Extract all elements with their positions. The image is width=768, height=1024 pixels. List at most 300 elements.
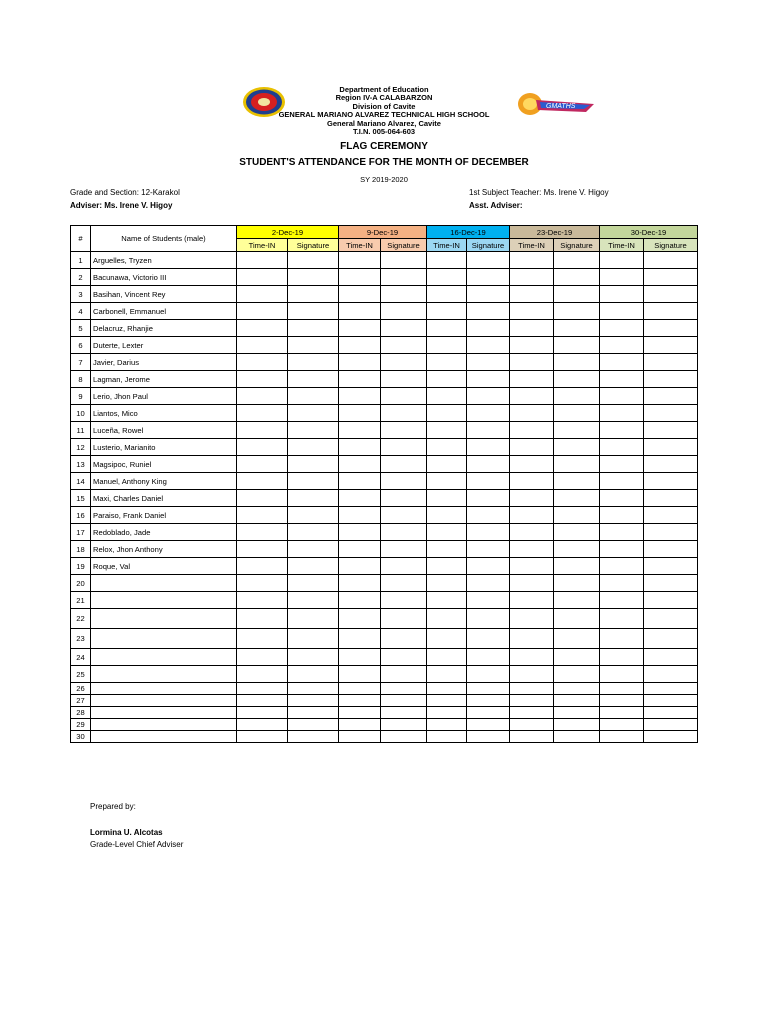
- signature-cell[interactable]: [467, 629, 510, 649]
- signature-cell[interactable]: [467, 371, 510, 388]
- time-in-cell[interactable]: [237, 388, 288, 405]
- signature-cell[interactable]: [644, 649, 698, 666]
- signature-cell[interactable]: [381, 490, 427, 507]
- signature-cell[interactable]: [554, 649, 600, 666]
- time-in-cell[interactable]: [339, 286, 381, 303]
- time-in-cell[interactable]: [600, 558, 644, 575]
- signature-cell[interactable]: [288, 609, 339, 629]
- signature-cell[interactable]: [644, 354, 698, 371]
- time-in-cell[interactable]: [339, 320, 381, 337]
- signature-cell[interactable]: [381, 337, 427, 354]
- time-in-cell[interactable]: [339, 649, 381, 666]
- signature-cell[interactable]: [288, 507, 339, 524]
- signature-cell[interactable]: [288, 388, 339, 405]
- time-in-cell[interactable]: [339, 524, 381, 541]
- signature-cell[interactable]: [288, 666, 339, 683]
- signature-cell[interactable]: [644, 592, 698, 609]
- signature-cell[interactable]: [644, 286, 698, 303]
- time-in-cell[interactable]: [600, 592, 644, 609]
- time-in-cell[interactable]: [237, 252, 288, 269]
- time-in-cell[interactable]: [600, 252, 644, 269]
- signature-cell[interactable]: [467, 405, 510, 422]
- time-in-cell[interactable]: [600, 269, 644, 286]
- signature-cell[interactable]: [381, 592, 427, 609]
- signature-cell[interactable]: [644, 629, 698, 649]
- time-in-cell[interactable]: [600, 439, 644, 456]
- time-in-cell[interactable]: [237, 456, 288, 473]
- signature-cell[interactable]: [467, 354, 510, 371]
- signature-cell[interactable]: [467, 507, 510, 524]
- time-in-cell[interactable]: [427, 683, 467, 695]
- signature-cell[interactable]: [554, 719, 600, 731]
- time-in-cell[interactable]: [510, 629, 554, 649]
- time-in-cell[interactable]: [510, 695, 554, 707]
- time-in-cell[interactable]: [510, 286, 554, 303]
- signature-cell[interactable]: [644, 524, 698, 541]
- time-in-cell[interactable]: [427, 337, 467, 354]
- time-in-cell[interactable]: [427, 666, 467, 683]
- time-in-cell[interactable]: [510, 354, 554, 371]
- signature-cell[interactable]: [467, 286, 510, 303]
- signature-cell[interactable]: [288, 719, 339, 731]
- signature-cell[interactable]: [288, 541, 339, 558]
- signature-cell[interactable]: [467, 666, 510, 683]
- signature-cell[interactable]: [381, 354, 427, 371]
- signature-cell[interactable]: [554, 695, 600, 707]
- signature-cell[interactable]: [288, 320, 339, 337]
- signature-cell[interactable]: [554, 558, 600, 575]
- time-in-cell[interactable]: [237, 371, 288, 388]
- time-in-cell[interactable]: [237, 731, 288, 743]
- signature-cell[interactable]: [288, 473, 339, 490]
- signature-cell[interactable]: [467, 707, 510, 719]
- time-in-cell[interactable]: [600, 731, 644, 743]
- time-in-cell[interactable]: [510, 666, 554, 683]
- time-in-cell[interactable]: [427, 558, 467, 575]
- time-in-cell[interactable]: [600, 286, 644, 303]
- time-in-cell[interactable]: [427, 388, 467, 405]
- time-in-cell[interactable]: [510, 609, 554, 629]
- time-in-cell[interactable]: [339, 422, 381, 439]
- signature-cell[interactable]: [467, 558, 510, 575]
- time-in-cell[interactable]: [510, 456, 554, 473]
- time-in-cell[interactable]: [237, 269, 288, 286]
- time-in-cell[interactable]: [237, 439, 288, 456]
- signature-cell[interactable]: [467, 303, 510, 320]
- signature-cell[interactable]: [554, 490, 600, 507]
- time-in-cell[interactable]: [237, 354, 288, 371]
- time-in-cell[interactable]: [510, 719, 554, 731]
- time-in-cell[interactable]: [427, 422, 467, 439]
- time-in-cell[interactable]: [510, 388, 554, 405]
- signature-cell[interactable]: [381, 731, 427, 743]
- signature-cell[interactable]: [288, 354, 339, 371]
- time-in-cell[interactable]: [339, 303, 381, 320]
- signature-cell[interactable]: [554, 269, 600, 286]
- time-in-cell[interactable]: [427, 629, 467, 649]
- signature-cell[interactable]: [467, 269, 510, 286]
- signature-cell[interactable]: [554, 666, 600, 683]
- time-in-cell[interactable]: [339, 629, 381, 649]
- time-in-cell[interactable]: [510, 707, 554, 719]
- time-in-cell[interactable]: [427, 269, 467, 286]
- time-in-cell[interactable]: [427, 439, 467, 456]
- time-in-cell[interactable]: [339, 337, 381, 354]
- signature-cell[interactable]: [288, 558, 339, 575]
- signature-cell[interactable]: [381, 558, 427, 575]
- signature-cell[interactable]: [644, 320, 698, 337]
- signature-cell[interactable]: [381, 456, 427, 473]
- signature-cell[interactable]: [644, 303, 698, 320]
- time-in-cell[interactable]: [237, 490, 288, 507]
- signature-cell[interactable]: [644, 558, 698, 575]
- signature-cell[interactable]: [288, 252, 339, 269]
- time-in-cell[interactable]: [600, 541, 644, 558]
- signature-cell[interactable]: [381, 388, 427, 405]
- time-in-cell[interactable]: [600, 371, 644, 388]
- time-in-cell[interactable]: [600, 422, 644, 439]
- time-in-cell[interactable]: [427, 371, 467, 388]
- time-in-cell[interactable]: [510, 405, 554, 422]
- time-in-cell[interactable]: [600, 473, 644, 490]
- signature-cell[interactable]: [467, 524, 510, 541]
- time-in-cell[interactable]: [339, 405, 381, 422]
- time-in-cell[interactable]: [510, 683, 554, 695]
- signature-cell[interactable]: [288, 286, 339, 303]
- signature-cell[interactable]: [381, 473, 427, 490]
- signature-cell[interactable]: [554, 337, 600, 354]
- time-in-cell[interactable]: [237, 575, 288, 592]
- time-in-cell[interactable]: [510, 269, 554, 286]
- signature-cell[interactable]: [381, 303, 427, 320]
- signature-cell[interactable]: [381, 422, 427, 439]
- time-in-cell[interactable]: [510, 320, 554, 337]
- signature-cell[interactable]: [554, 388, 600, 405]
- signature-cell[interactable]: [467, 388, 510, 405]
- time-in-cell[interactable]: [600, 507, 644, 524]
- signature-cell[interactable]: [644, 575, 698, 592]
- time-in-cell[interactable]: [427, 320, 467, 337]
- signature-cell[interactable]: [467, 731, 510, 743]
- signature-cell[interactable]: [381, 269, 427, 286]
- signature-cell[interactable]: [644, 731, 698, 743]
- signature-cell[interactable]: [554, 524, 600, 541]
- signature-cell[interactable]: [381, 507, 427, 524]
- time-in-cell[interactable]: [427, 524, 467, 541]
- time-in-cell[interactable]: [427, 405, 467, 422]
- signature-cell[interactable]: [644, 269, 698, 286]
- time-in-cell[interactable]: [510, 422, 554, 439]
- signature-cell[interactable]: [288, 695, 339, 707]
- signature-cell[interactable]: [288, 490, 339, 507]
- time-in-cell[interactable]: [427, 286, 467, 303]
- time-in-cell[interactable]: [237, 320, 288, 337]
- time-in-cell[interactable]: [600, 456, 644, 473]
- time-in-cell[interactable]: [600, 609, 644, 629]
- signature-cell[interactable]: [644, 695, 698, 707]
- signature-cell[interactable]: [381, 649, 427, 666]
- signature-cell[interactable]: [644, 683, 698, 695]
- signature-cell[interactable]: [554, 439, 600, 456]
- signature-cell[interactable]: [288, 524, 339, 541]
- time-in-cell[interactable]: [510, 558, 554, 575]
- time-in-cell[interactable]: [510, 439, 554, 456]
- time-in-cell[interactable]: [600, 524, 644, 541]
- time-in-cell[interactable]: [427, 490, 467, 507]
- time-in-cell[interactable]: [510, 592, 554, 609]
- time-in-cell[interactable]: [427, 592, 467, 609]
- time-in-cell[interactable]: [237, 649, 288, 666]
- time-in-cell[interactable]: [510, 575, 554, 592]
- signature-cell[interactable]: [467, 541, 510, 558]
- time-in-cell[interactable]: [600, 320, 644, 337]
- time-in-cell[interactable]: [237, 609, 288, 629]
- signature-cell[interactable]: [288, 337, 339, 354]
- signature-cell[interactable]: [554, 456, 600, 473]
- signature-cell[interactable]: [644, 456, 698, 473]
- time-in-cell[interactable]: [237, 666, 288, 683]
- time-in-cell[interactable]: [510, 507, 554, 524]
- signature-cell[interactable]: [467, 456, 510, 473]
- time-in-cell[interactable]: [237, 629, 288, 649]
- time-in-cell[interactable]: [237, 558, 288, 575]
- signature-cell[interactable]: [288, 405, 339, 422]
- signature-cell[interactable]: [381, 575, 427, 592]
- signature-cell[interactable]: [554, 303, 600, 320]
- time-in-cell[interactable]: [237, 592, 288, 609]
- time-in-cell[interactable]: [510, 337, 554, 354]
- signature-cell[interactable]: [288, 456, 339, 473]
- signature-cell[interactable]: [644, 490, 698, 507]
- signature-cell[interactable]: [467, 337, 510, 354]
- time-in-cell[interactable]: [510, 473, 554, 490]
- time-in-cell[interactable]: [427, 507, 467, 524]
- signature-cell[interactable]: [381, 524, 427, 541]
- time-in-cell[interactable]: [237, 473, 288, 490]
- signature-cell[interactable]: [554, 592, 600, 609]
- time-in-cell[interactable]: [237, 422, 288, 439]
- signature-cell[interactable]: [554, 422, 600, 439]
- time-in-cell[interactable]: [427, 719, 467, 731]
- time-in-cell[interactable]: [339, 439, 381, 456]
- time-in-cell[interactable]: [237, 303, 288, 320]
- signature-cell[interactable]: [554, 541, 600, 558]
- time-in-cell[interactable]: [339, 269, 381, 286]
- signature-cell[interactable]: [554, 507, 600, 524]
- time-in-cell[interactable]: [427, 473, 467, 490]
- signature-cell[interactable]: [644, 422, 698, 439]
- signature-cell[interactable]: [381, 252, 427, 269]
- signature-cell[interactable]: [644, 252, 698, 269]
- time-in-cell[interactable]: [339, 719, 381, 731]
- time-in-cell[interactable]: [237, 695, 288, 707]
- time-in-cell[interactable]: [339, 541, 381, 558]
- signature-cell[interactable]: [288, 269, 339, 286]
- time-in-cell[interactable]: [339, 507, 381, 524]
- signature-cell[interactable]: [467, 422, 510, 439]
- signature-cell[interactable]: [288, 683, 339, 695]
- signature-cell[interactable]: [288, 592, 339, 609]
- time-in-cell[interactable]: [237, 507, 288, 524]
- time-in-cell[interactable]: [339, 666, 381, 683]
- time-in-cell[interactable]: [339, 592, 381, 609]
- signature-cell[interactable]: [288, 575, 339, 592]
- signature-cell[interactable]: [644, 707, 698, 719]
- time-in-cell[interactable]: [339, 354, 381, 371]
- signature-cell[interactable]: [467, 695, 510, 707]
- time-in-cell[interactable]: [237, 541, 288, 558]
- signature-cell[interactable]: [554, 575, 600, 592]
- time-in-cell[interactable]: [339, 695, 381, 707]
- time-in-cell[interactable]: [510, 490, 554, 507]
- signature-cell[interactable]: [467, 592, 510, 609]
- signature-cell[interactable]: [554, 609, 600, 629]
- signature-cell[interactable]: [554, 371, 600, 388]
- time-in-cell[interactable]: [339, 558, 381, 575]
- signature-cell[interactable]: [288, 707, 339, 719]
- signature-cell[interactable]: [554, 731, 600, 743]
- time-in-cell[interactable]: [237, 719, 288, 731]
- time-in-cell[interactable]: [339, 707, 381, 719]
- signature-cell[interactable]: [467, 439, 510, 456]
- time-in-cell[interactable]: [427, 731, 467, 743]
- signature-cell[interactable]: [288, 731, 339, 743]
- time-in-cell[interactable]: [339, 683, 381, 695]
- time-in-cell[interactable]: [600, 575, 644, 592]
- time-in-cell[interactable]: [427, 609, 467, 629]
- signature-cell[interactable]: [467, 320, 510, 337]
- time-in-cell[interactable]: [510, 649, 554, 666]
- signature-cell[interactable]: [467, 473, 510, 490]
- signature-cell[interactable]: [288, 371, 339, 388]
- time-in-cell[interactable]: [339, 609, 381, 629]
- signature-cell[interactable]: [288, 629, 339, 649]
- signature-cell[interactable]: [644, 541, 698, 558]
- time-in-cell[interactable]: [427, 649, 467, 666]
- time-in-cell[interactable]: [510, 303, 554, 320]
- signature-cell[interactable]: [644, 405, 698, 422]
- time-in-cell[interactable]: [237, 337, 288, 354]
- time-in-cell[interactable]: [339, 252, 381, 269]
- time-in-cell[interactable]: [427, 695, 467, 707]
- time-in-cell[interactable]: [339, 731, 381, 743]
- time-in-cell[interactable]: [339, 371, 381, 388]
- time-in-cell[interactable]: [510, 541, 554, 558]
- signature-cell[interactable]: [554, 683, 600, 695]
- signature-cell[interactable]: [381, 666, 427, 683]
- time-in-cell[interactable]: [510, 524, 554, 541]
- signature-cell[interactable]: [288, 439, 339, 456]
- signature-cell[interactable]: [467, 490, 510, 507]
- signature-cell[interactable]: [644, 371, 698, 388]
- signature-cell[interactable]: [644, 439, 698, 456]
- signature-cell[interactable]: [467, 649, 510, 666]
- time-in-cell[interactable]: [600, 490, 644, 507]
- time-in-cell[interactable]: [510, 252, 554, 269]
- signature-cell[interactable]: [644, 666, 698, 683]
- signature-cell[interactable]: [288, 422, 339, 439]
- time-in-cell[interactable]: [339, 473, 381, 490]
- signature-cell[interactable]: [467, 609, 510, 629]
- time-in-cell[interactable]: [510, 731, 554, 743]
- time-in-cell[interactable]: [339, 456, 381, 473]
- signature-cell[interactable]: [644, 719, 698, 731]
- time-in-cell[interactable]: [427, 456, 467, 473]
- time-in-cell[interactable]: [600, 354, 644, 371]
- signature-cell[interactable]: [554, 252, 600, 269]
- signature-cell[interactable]: [381, 371, 427, 388]
- signature-cell[interactable]: [381, 719, 427, 731]
- time-in-cell[interactable]: [600, 405, 644, 422]
- signature-cell[interactable]: [381, 439, 427, 456]
- time-in-cell[interactable]: [427, 575, 467, 592]
- time-in-cell[interactable]: [339, 388, 381, 405]
- signature-cell[interactable]: [467, 575, 510, 592]
- signature-cell[interactable]: [644, 507, 698, 524]
- time-in-cell[interactable]: [339, 490, 381, 507]
- signature-cell[interactable]: [381, 320, 427, 337]
- signature-cell[interactable]: [381, 541, 427, 558]
- signature-cell[interactable]: [381, 695, 427, 707]
- signature-cell[interactable]: [644, 388, 698, 405]
- signature-cell[interactable]: [381, 629, 427, 649]
- time-in-cell[interactable]: [237, 286, 288, 303]
- signature-cell[interactable]: [644, 609, 698, 629]
- signature-cell[interactable]: [381, 683, 427, 695]
- time-in-cell[interactable]: [600, 337, 644, 354]
- time-in-cell[interactable]: [600, 388, 644, 405]
- signature-cell[interactable]: [554, 473, 600, 490]
- signature-cell[interactable]: [381, 286, 427, 303]
- time-in-cell[interactable]: [427, 252, 467, 269]
- time-in-cell[interactable]: [510, 371, 554, 388]
- signature-cell[interactable]: [554, 354, 600, 371]
- time-in-cell[interactable]: [600, 683, 644, 695]
- time-in-cell[interactable]: [237, 405, 288, 422]
- time-in-cell[interactable]: [427, 707, 467, 719]
- time-in-cell[interactable]: [600, 707, 644, 719]
- signature-cell[interactable]: [554, 629, 600, 649]
- signature-cell[interactable]: [554, 405, 600, 422]
- signature-cell[interactable]: [644, 473, 698, 490]
- time-in-cell[interactable]: [427, 354, 467, 371]
- time-in-cell[interactable]: [237, 707, 288, 719]
- signature-cell[interactable]: [554, 320, 600, 337]
- signature-cell[interactable]: [381, 609, 427, 629]
- signature-cell[interactable]: [554, 286, 600, 303]
- signature-cell[interactable]: [381, 707, 427, 719]
- time-in-cell[interactable]: [427, 303, 467, 320]
- signature-cell[interactable]: [467, 719, 510, 731]
- time-in-cell[interactable]: [237, 683, 288, 695]
- time-in-cell[interactable]: [600, 629, 644, 649]
- signature-cell[interactable]: [467, 683, 510, 695]
- signature-cell[interactable]: [288, 303, 339, 320]
- time-in-cell[interactable]: [427, 541, 467, 558]
- time-in-cell[interactable]: [600, 649, 644, 666]
- time-in-cell[interactable]: [237, 524, 288, 541]
- time-in-cell[interactable]: [600, 719, 644, 731]
- time-in-cell[interactable]: [600, 303, 644, 320]
- signature-cell[interactable]: [554, 707, 600, 719]
- time-in-cell[interactable]: [339, 575, 381, 592]
- signature-cell[interactable]: [644, 337, 698, 354]
- time-in-cell[interactable]: [600, 666, 644, 683]
- signature-cell[interactable]: [381, 405, 427, 422]
- time-in-cell[interactable]: [600, 695, 644, 707]
- signature-cell[interactable]: [288, 649, 339, 666]
- signature-cell[interactable]: [467, 252, 510, 269]
